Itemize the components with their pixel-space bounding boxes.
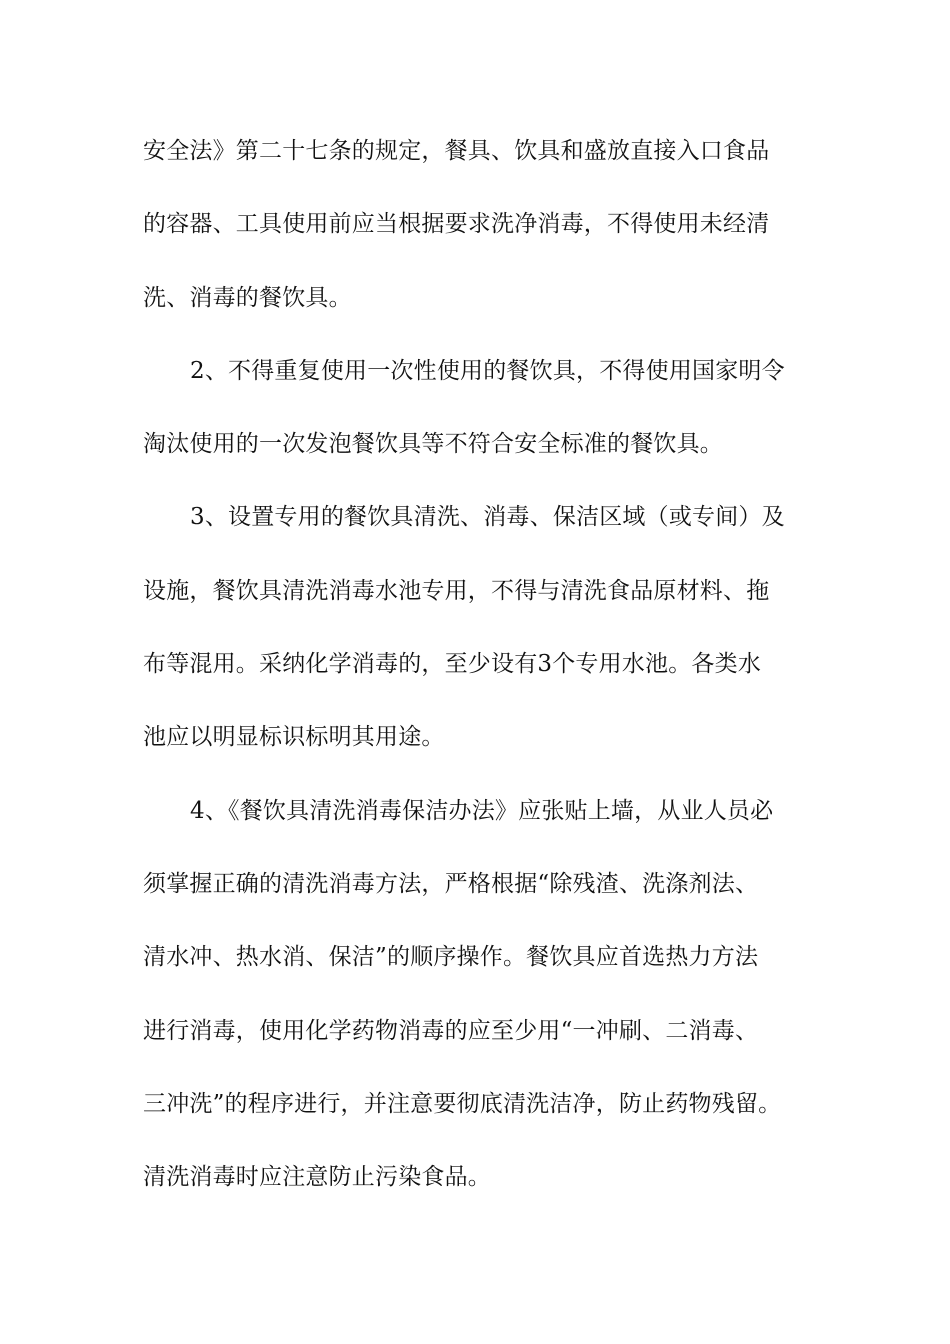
text-line: 三冲洗”的程序进行，并注意要彻底清洗洁净，防止药物残留。: [143, 1090, 782, 1117]
text-line: 安全法》第二十七条的规定，餐具、饮具和盛放直接入口食品: [143, 138, 770, 164]
paragraph-start-line: 3、设置专用的餐饮具清洗、消毒、保洁区域（或专间）及: [190, 504, 785, 531]
text-line: 清洗消毒时应注意防止污染食品。: [143, 1164, 491, 1191]
text-line: 池应以明显标识标明其用途。: [143, 724, 445, 751]
text-line: 洗、消毒的餐饮具。: [143, 284, 352, 311]
text-line: 布等混用。采纳化学消毒的，至少设有3个专用水池。各类水: [143, 651, 762, 678]
paragraph-start-line: 2、不得重复使用一次性使用的餐饮具，不得使用国家明令: [190, 357, 785, 384]
text-line: 清水冲、热水消、保洁”的顺序操作。餐饮具应首选热力方法: [143, 944, 759, 971]
text-line: 设施，餐饮具清洗消毒水池专用，不得与清洗食品原材料、拖: [143, 577, 770, 604]
text-line: 进行消毒，使用化学药物消毒的应至少用“一冲刷、二消毒、: [143, 1017, 759, 1044]
paragraph-start-line: 4、《餐饮具清洗消毒保洁办法》应张贴上墙，从业人员必: [190, 797, 774, 824]
text-line: 淘汰使用的一次发泡餐饮具等不符合安全标准的餐饮具。: [143, 431, 723, 458]
text-line: 的容器、工具使用前应当根据要求洗净消毒，不得使用未经清: [143, 211, 770, 238]
text-line: 须掌握正确的清洗消毒方法，严格根据“除残渣、洗涤剂法、: [143, 870, 759, 897]
document-body: [143, 128, 823, 1227]
